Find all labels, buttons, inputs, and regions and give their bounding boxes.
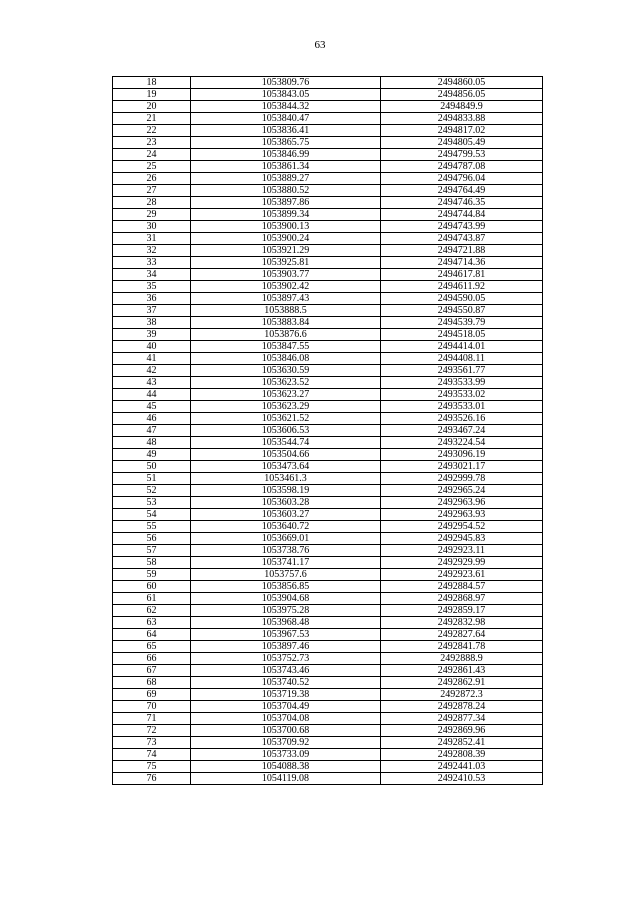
point-number-cell: 36: [113, 293, 191, 305]
point-number-cell: 30: [113, 221, 191, 233]
y-coordinate-cell: 2493096.19: [381, 449, 543, 461]
table-row: [113, 497, 543, 509]
table-row: [113, 449, 543, 461]
y-coordinate-cell: 2492872.3: [381, 689, 543, 701]
table-row: [113, 365, 543, 377]
table-row: [113, 113, 543, 125]
y-coordinate-cell: 2492963.96: [381, 497, 543, 509]
point-number-cell: 44: [113, 389, 191, 401]
table-row: [113, 749, 543, 761]
table-row: [113, 713, 543, 725]
point-number-cell: 37: [113, 305, 191, 317]
point-number-cell: 64: [113, 629, 191, 641]
x-coordinate-cell: 1053733.09: [191, 749, 381, 761]
x-coordinate-cell: 1053740.52: [191, 677, 381, 689]
x-coordinate-cell: 1053752.73: [191, 653, 381, 665]
y-coordinate-cell: 2492841.78: [381, 641, 543, 653]
point-number-cell: 70: [113, 701, 191, 713]
point-number-cell: 62: [113, 605, 191, 617]
table-row: [113, 377, 543, 389]
y-coordinate-cell: 2493467.24: [381, 425, 543, 437]
point-number-cell: 50: [113, 461, 191, 473]
x-coordinate-cell: 1053883.84: [191, 317, 381, 329]
y-coordinate-cell: 2494796.04: [381, 173, 543, 185]
point-number-cell: 21: [113, 113, 191, 125]
table-row: [113, 473, 543, 485]
x-coordinate-cell: 1053598.19: [191, 485, 381, 497]
point-number-cell: 47: [113, 425, 191, 437]
point-number-cell: 75: [113, 761, 191, 773]
y-coordinate-cell: 2492999.78: [381, 473, 543, 485]
y-coordinate-cell: 2494743.87: [381, 233, 543, 245]
table-row: [113, 197, 543, 209]
x-coordinate-cell: 1053606.53: [191, 425, 381, 437]
table-row: [113, 209, 543, 221]
table-row: [113, 593, 543, 605]
point-number-cell: 63: [113, 617, 191, 629]
x-coordinate-cell: 1053603.28: [191, 497, 381, 509]
y-coordinate-cell: 2494611.92: [381, 281, 543, 293]
x-coordinate-cell: 1053843.05: [191, 89, 381, 101]
y-coordinate-cell: 2493526.16: [381, 413, 543, 425]
table-row: [113, 569, 543, 581]
x-coordinate-cell: 1053880.52: [191, 185, 381, 197]
x-coordinate-cell: 1053975.28: [191, 605, 381, 617]
point-number-cell: 54: [113, 509, 191, 521]
y-coordinate-cell: 2492877.34: [381, 713, 543, 725]
point-number-cell: 72: [113, 725, 191, 737]
table-row: [113, 305, 543, 317]
table-row: [113, 737, 543, 749]
x-coordinate-cell: 1053809.76: [191, 77, 381, 89]
x-coordinate-cell: 1053900.24: [191, 233, 381, 245]
y-coordinate-cell: 2492859.17: [381, 605, 543, 617]
x-coordinate-cell: 1053865.75: [191, 137, 381, 149]
x-coordinate-cell: 1054119.08: [191, 773, 381, 785]
point-number-cell: 22: [113, 125, 191, 137]
y-coordinate-cell: 2492963.93: [381, 509, 543, 521]
table-row: [113, 725, 543, 737]
x-coordinate-cell: 1053897.46: [191, 641, 381, 653]
x-coordinate-cell: 1053897.86: [191, 197, 381, 209]
point-number-cell: 56: [113, 533, 191, 545]
point-number-cell: 60: [113, 581, 191, 593]
point-number-cell: 39: [113, 329, 191, 341]
table-row: [113, 677, 543, 689]
x-coordinate-cell: 1053967.53: [191, 629, 381, 641]
point-number-cell: 32: [113, 245, 191, 257]
y-coordinate-cell: 2492929.99: [381, 557, 543, 569]
x-coordinate-cell: 1053899.34: [191, 209, 381, 221]
point-number-cell: 19: [113, 89, 191, 101]
y-coordinate-cell: 2492965.24: [381, 485, 543, 497]
table-row: [113, 173, 543, 185]
y-coordinate-cell: 2494860.05: [381, 77, 543, 89]
x-coordinate-cell: 1053889.27: [191, 173, 381, 185]
x-coordinate-cell: 1053856.85: [191, 581, 381, 593]
table-row: [113, 245, 543, 257]
x-coordinate-cell: 1053846.99: [191, 149, 381, 161]
y-coordinate-cell: 2492832.98: [381, 617, 543, 629]
x-coordinate-cell: 1053473.64: [191, 461, 381, 473]
x-coordinate-cell: 1053861.34: [191, 161, 381, 173]
table-row: [113, 665, 543, 677]
y-coordinate-cell: 2494617.81: [381, 269, 543, 281]
y-coordinate-cell: 2494714.36: [381, 257, 543, 269]
y-coordinate-cell: 2492954.52: [381, 521, 543, 533]
point-number-cell: 52: [113, 485, 191, 497]
table-row: [113, 257, 543, 269]
table-row: [113, 653, 543, 665]
x-coordinate-cell: 1053623.52: [191, 377, 381, 389]
y-coordinate-cell: 2494743.99: [381, 221, 543, 233]
point-number-cell: 42: [113, 365, 191, 377]
y-coordinate-cell: 2494414.01: [381, 341, 543, 353]
x-coordinate-cell: 1053741.17: [191, 557, 381, 569]
point-number-cell: 49: [113, 449, 191, 461]
table-row: [113, 461, 543, 473]
point-number-cell: 24: [113, 149, 191, 161]
x-coordinate-cell: 1053504.66: [191, 449, 381, 461]
table-row: [113, 281, 543, 293]
y-coordinate-cell: 2494787.08: [381, 161, 543, 173]
point-number-cell: 29: [113, 209, 191, 221]
table-row: [113, 617, 543, 629]
x-coordinate-cell: 1053847.55: [191, 341, 381, 353]
table-row: [113, 629, 543, 641]
table-row: [113, 689, 543, 701]
x-coordinate-cell: 1053757.6: [191, 569, 381, 581]
x-coordinate-cell: 1053621.52: [191, 413, 381, 425]
point-number-cell: 26: [113, 173, 191, 185]
point-number-cell: 66: [113, 653, 191, 665]
table-row: [113, 401, 543, 413]
x-coordinate-cell: 1053700.68: [191, 725, 381, 737]
point-number-cell: 34: [113, 269, 191, 281]
point-number-cell: 76: [113, 773, 191, 785]
table-row: [113, 425, 543, 437]
point-number-cell: 33: [113, 257, 191, 269]
point-number-cell: 46: [113, 413, 191, 425]
x-coordinate-cell: 1053623.27: [191, 389, 381, 401]
x-coordinate-cell: 1054088.38: [191, 761, 381, 773]
y-coordinate-cell: 2494746.35: [381, 197, 543, 209]
point-number-cell: 71: [113, 713, 191, 725]
y-coordinate-cell: 2494856.05: [381, 89, 543, 101]
point-number-cell: 35: [113, 281, 191, 293]
x-coordinate-cell: 1053904.68: [191, 593, 381, 605]
table-row: [113, 545, 543, 557]
point-number-cell: 25: [113, 161, 191, 173]
y-coordinate-cell: 2493533.01: [381, 401, 543, 413]
table-row: [113, 317, 543, 329]
point-number-cell: 59: [113, 569, 191, 581]
table-row: [113, 509, 543, 521]
x-coordinate-cell: 1053836.41: [191, 125, 381, 137]
y-coordinate-cell: 2493533.02: [381, 389, 543, 401]
x-coordinate-cell: 1053719.38: [191, 689, 381, 701]
table-row: [113, 521, 543, 533]
x-coordinate-cell: 1053704.08: [191, 713, 381, 725]
y-coordinate-cell: 2492923.61: [381, 569, 543, 581]
x-coordinate-cell: 1053903.77: [191, 269, 381, 281]
y-coordinate-cell: 2492852.41: [381, 737, 543, 749]
y-coordinate-cell: 2494817.02: [381, 125, 543, 137]
point-number-cell: 65: [113, 641, 191, 653]
y-coordinate-cell: 2494518.05: [381, 329, 543, 341]
point-number-cell: 43: [113, 377, 191, 389]
point-number-cell: 67: [113, 665, 191, 677]
page-number: 63: [314, 39, 326, 51]
table-row: [113, 701, 543, 713]
table-row: [113, 329, 543, 341]
y-coordinate-cell: 2492862.91: [381, 677, 543, 689]
x-coordinate-cell: 1053630.59: [191, 365, 381, 377]
table-row: [113, 341, 543, 353]
table-row: [113, 89, 543, 101]
point-number-cell: 38: [113, 317, 191, 329]
x-coordinate-cell: 1053623.29: [191, 401, 381, 413]
table-row: [113, 269, 543, 281]
table-row: [113, 557, 543, 569]
y-coordinate-cell: 2494764.49: [381, 185, 543, 197]
y-coordinate-cell: 2494550.87: [381, 305, 543, 317]
y-coordinate-cell: 2492945.83: [381, 533, 543, 545]
y-coordinate-cell: 2494590.05: [381, 293, 543, 305]
x-coordinate-cell: 1053640.72: [191, 521, 381, 533]
y-coordinate-cell: 2492878.24: [381, 701, 543, 713]
y-coordinate-cell: 2494539.79: [381, 317, 543, 329]
table-row: [113, 161, 543, 173]
y-coordinate-cell: 2494408.11: [381, 353, 543, 365]
point-number-cell: 27: [113, 185, 191, 197]
point-number-cell: 73: [113, 737, 191, 749]
x-coordinate-cell: 1053704.49: [191, 701, 381, 713]
point-number-cell: 18: [113, 77, 191, 89]
y-coordinate-cell: 2493224.54: [381, 437, 543, 449]
table-row: [113, 581, 543, 593]
table-row: [113, 437, 543, 449]
point-number-cell: 55: [113, 521, 191, 533]
y-coordinate-cell: 2492808.39: [381, 749, 543, 761]
table-row: [113, 185, 543, 197]
point-number-cell: 40: [113, 341, 191, 353]
table-row: [113, 773, 543, 785]
x-coordinate-cell: 1053900.13: [191, 221, 381, 233]
y-coordinate-cell: 2494721.88: [381, 245, 543, 257]
y-coordinate-cell: 2492827.64: [381, 629, 543, 641]
y-coordinate-cell: 2492410.53: [381, 773, 543, 785]
x-coordinate-cell: 1053897.43: [191, 293, 381, 305]
table-row: [113, 389, 543, 401]
point-number-cell: 57: [113, 545, 191, 557]
table-row: [113, 233, 543, 245]
x-coordinate-cell: 1053743.46: [191, 665, 381, 677]
table-row: [113, 641, 543, 653]
table-row: [113, 101, 543, 113]
table-row: [113, 149, 543, 161]
point-number-cell: 61: [113, 593, 191, 605]
table-row: [113, 137, 543, 149]
x-coordinate-cell: 1053738.76: [191, 545, 381, 557]
table-row: [113, 761, 543, 773]
y-coordinate-cell: 2494849.9: [381, 101, 543, 113]
x-coordinate-cell: 1053921.29: [191, 245, 381, 257]
y-coordinate-cell: 2494744.84: [381, 209, 543, 221]
table-row: [113, 413, 543, 425]
point-number-cell: 45: [113, 401, 191, 413]
y-coordinate-cell: 2493561.77: [381, 365, 543, 377]
y-coordinate-cell: 2493021.17: [381, 461, 543, 473]
point-number-cell: 51: [113, 473, 191, 485]
point-number-cell: 58: [113, 557, 191, 569]
point-number-cell: 20: [113, 101, 191, 113]
table-row: [113, 533, 543, 545]
table-row: [113, 221, 543, 233]
table-row: [113, 77, 543, 89]
point-number-cell: 53: [113, 497, 191, 509]
x-coordinate-cell: 1053544.74: [191, 437, 381, 449]
table-row: [113, 125, 543, 137]
y-coordinate-cell: 2492869.96: [381, 725, 543, 737]
point-number-cell: 68: [113, 677, 191, 689]
point-number-cell: 69: [113, 689, 191, 701]
coordinates-table-body: [113, 77, 543, 785]
y-coordinate-cell: 2492861.43: [381, 665, 543, 677]
point-number-cell: 23: [113, 137, 191, 149]
point-number-cell: 41: [113, 353, 191, 365]
y-coordinate-cell: 2492884.57: [381, 581, 543, 593]
point-number-cell: 31: [113, 233, 191, 245]
y-coordinate-cell: 2492888.9: [381, 653, 543, 665]
y-coordinate-cell: 2494805.49: [381, 137, 543, 149]
coordinates-table: [112, 76, 543, 785]
point-number-cell: 48: [113, 437, 191, 449]
point-number-cell: 28: [113, 197, 191, 209]
table-row: [113, 485, 543, 497]
x-coordinate-cell: 1053846.08: [191, 353, 381, 365]
x-coordinate-cell: 1053968.48: [191, 617, 381, 629]
x-coordinate-cell: 1053709.92: [191, 737, 381, 749]
x-coordinate-cell: 1053840.47: [191, 113, 381, 125]
x-coordinate-cell: 1053876.6: [191, 329, 381, 341]
y-coordinate-cell: 2492923.11: [381, 545, 543, 557]
x-coordinate-cell: 1053669.01: [191, 533, 381, 545]
x-coordinate-cell: 1053925.81: [191, 257, 381, 269]
x-coordinate-cell: 1053888.5: [191, 305, 381, 317]
y-coordinate-cell: 2492868.97: [381, 593, 543, 605]
table-row: [113, 353, 543, 365]
x-coordinate-cell: 1053461.3: [191, 473, 381, 485]
y-coordinate-cell: 2493533.99: [381, 377, 543, 389]
y-coordinate-cell: 2492441.03: [381, 761, 543, 773]
table-row: [113, 293, 543, 305]
point-number-cell: 74: [113, 749, 191, 761]
x-coordinate-cell: 1053844.32: [191, 101, 381, 113]
x-coordinate-cell: 1053902.42: [191, 281, 381, 293]
y-coordinate-cell: 2494833.88: [381, 113, 543, 125]
y-coordinate-cell: 2494799.53: [381, 149, 543, 161]
table-row: [113, 605, 543, 617]
x-coordinate-cell: 1053603.27: [191, 509, 381, 521]
